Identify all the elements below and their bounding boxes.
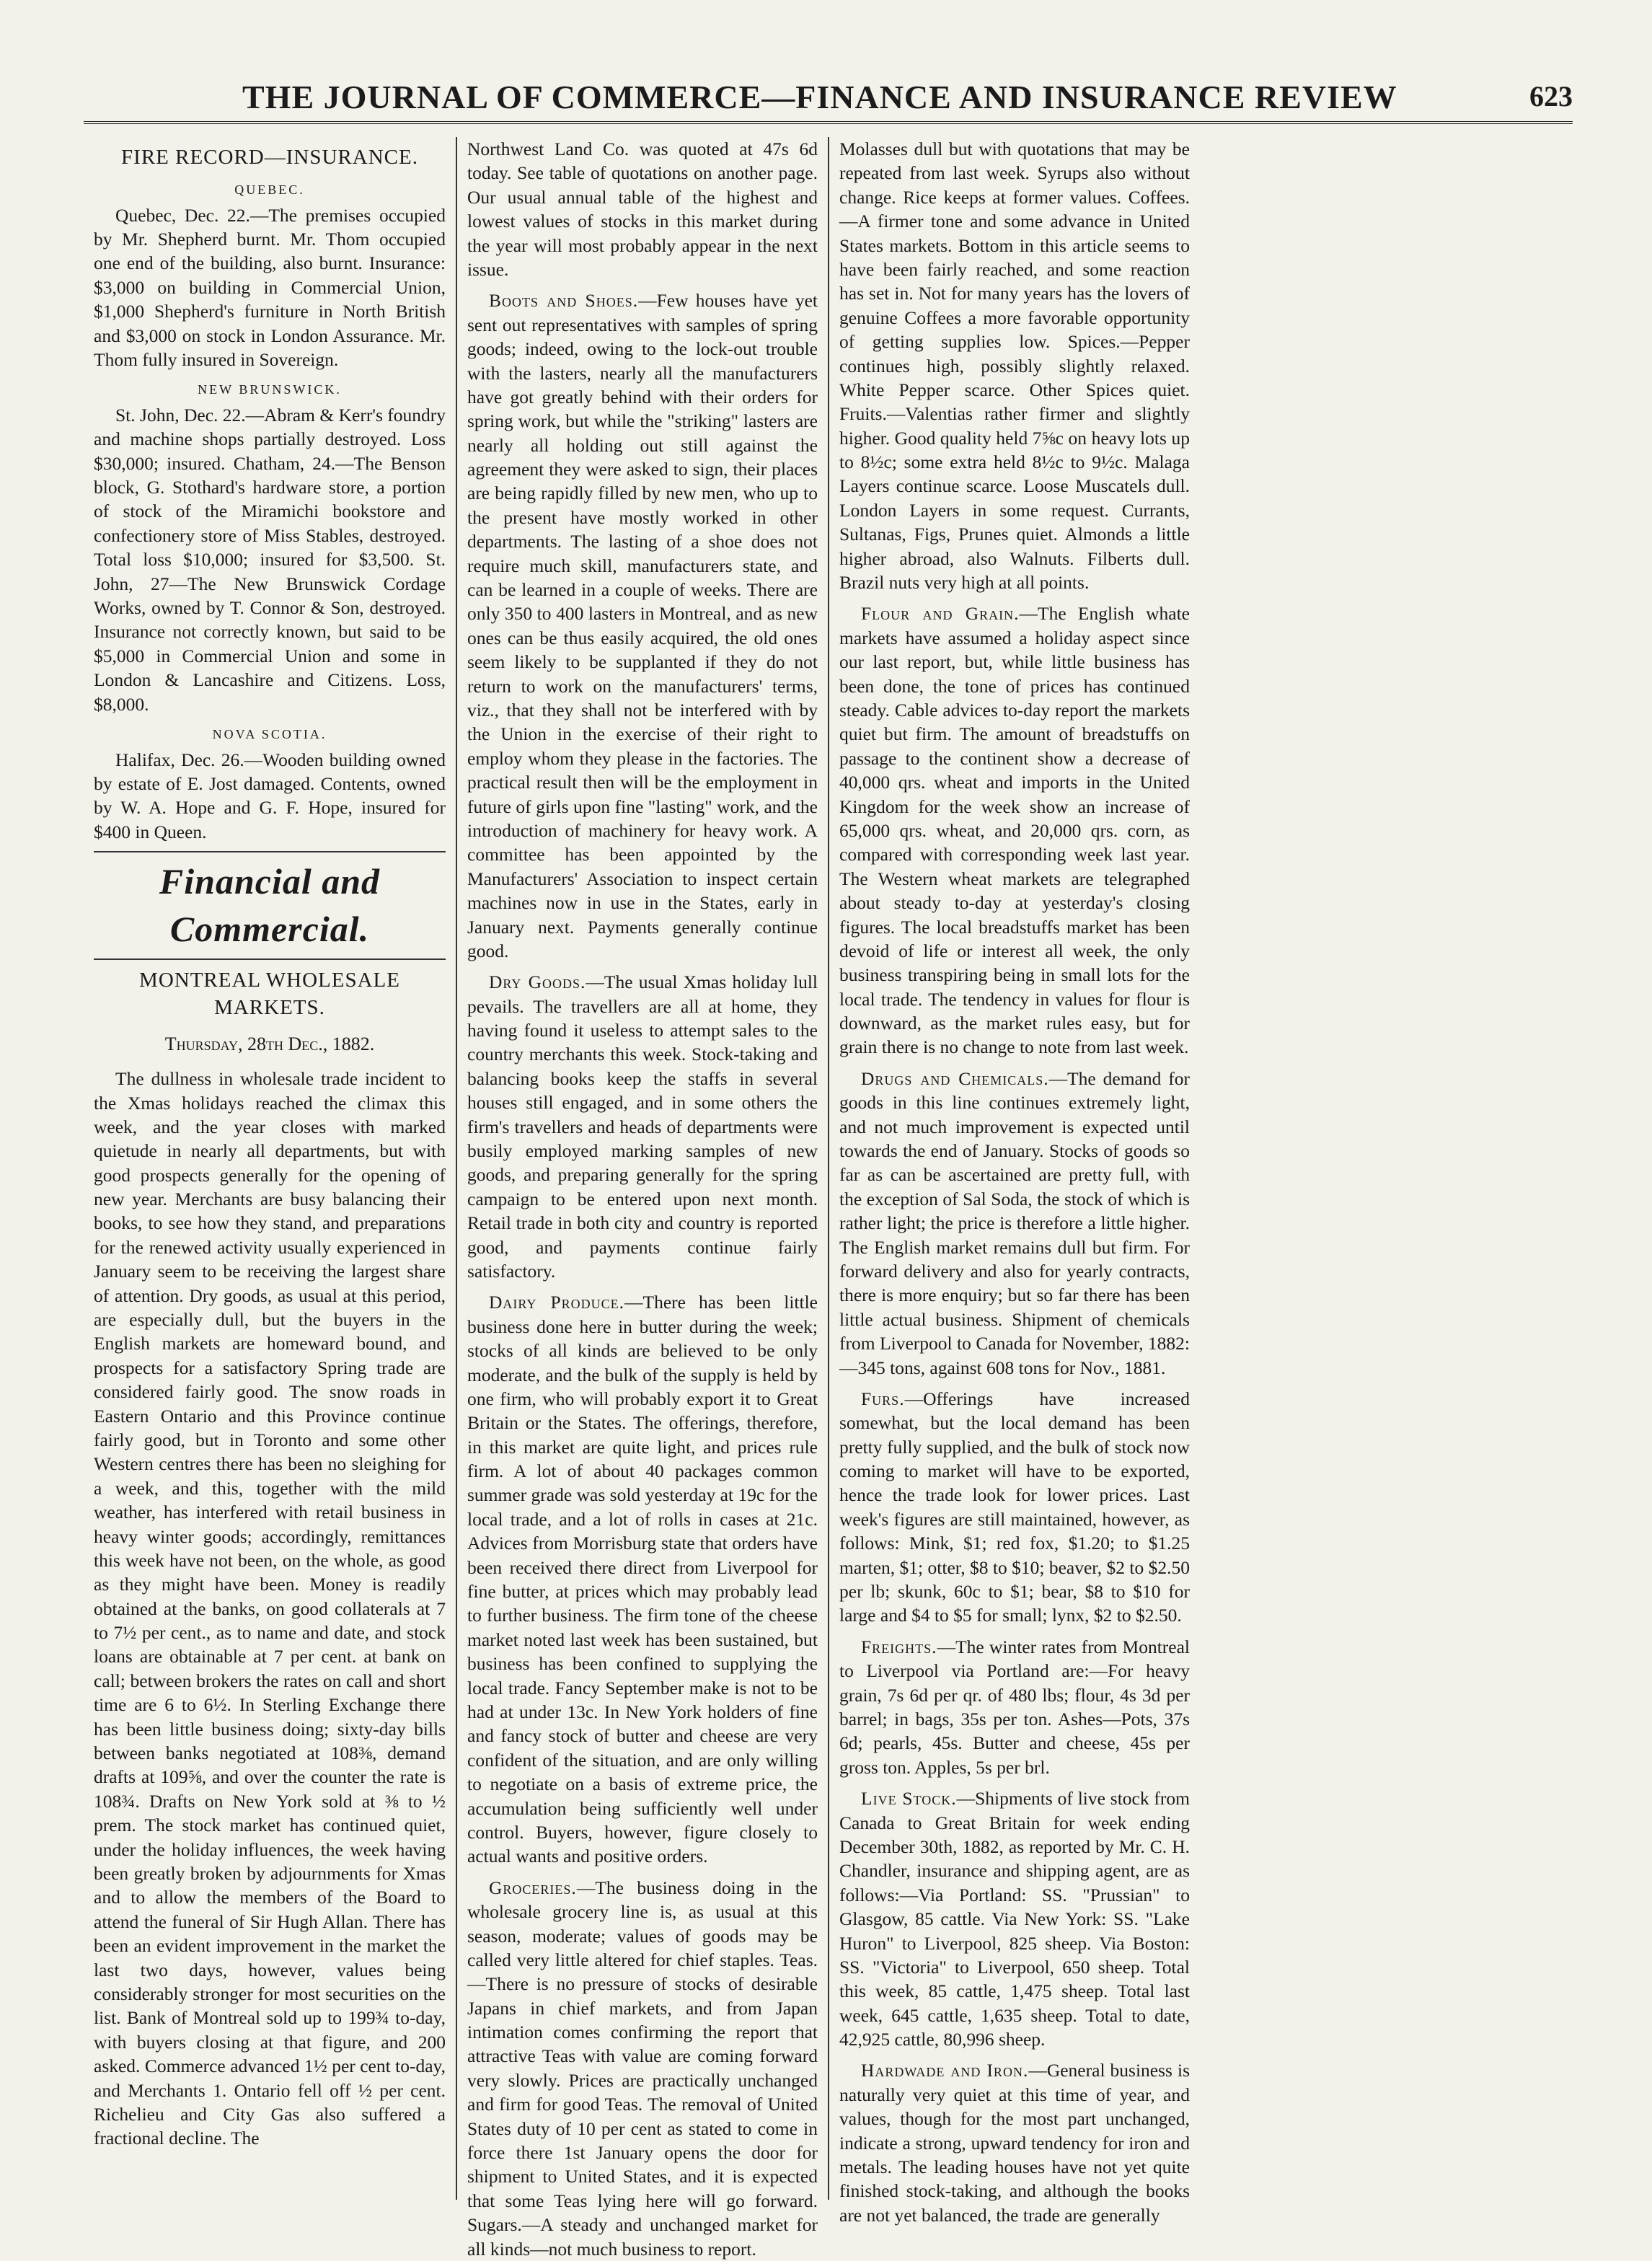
hardware-iron-heading: Hardwade and Iron. — [861, 2060, 1029, 2081]
column-1 — [84, 137, 456, 2200]
journal-title: THE JOURNAL OF COMMERCE—FINANCE AND INSURANCE REVIEW — [242, 79, 1397, 115]
furs-text: —Offerings have increased somewhat, but the local demand has been pretty fully supplied, and the bulk of stock now coming to market will have to be exported, hence the trade look for lower prices. Last week's figures are still maintained, however, as follows: Mink, $1; red fox, $1.20; to $1.25 marten, $1; otter, $8 to $10; beaver, $2 to $2.50 per lb; skunk, 60c to $1; bear, $8 to $10 for large and $4 to $5 for small; lynx, $2 to $2.50. — [839, 1388, 1190, 1626]
dry-goods-report — [467, 970, 818, 1283]
hardware-iron-text: —General business is naturally very quiet at this time of year, and values, though for the most part unchanged, indicate a strong, upward tendency for iron and metals. The leading houses have not yet quite finished stock-taking, and although the books are not yet balanced, the trade are generally — [839, 2060, 1190, 2226]
dairy-produce-report — [467, 1290, 818, 1868]
dateline: Thursday, 28th Dec., 1882. — [164, 1033, 375, 1055]
columns — [84, 137, 1573, 2260]
groceries-continued: Molasses dull but with quotations that may be repeated from last week. Syrups also without change. Rice keeps at former values. Coffees.—A firmer tone and some advance in United States markets. Bottom in this article seems to have been fairly reached, and some reaction has set in. Not for many years has the lovers of genuine Coffees a more favorable opportunity of getting supplies low. Spices.—Pepper continues high, possibly slightly relaxed. White Pepper scarce. Other Spices quiet. Fruits.—Valentias rather firmer and slightly higher. Good quality held 7⅝c on heavy lots up to 8½c; some extra held 8½c to 9½c. Malaga Layers continue scarce. Loose Muscatels dull. London Layers in some request. Currants, Sultanas, Figs, Prunes quiet. Almonds a little higher abroad, also Walnuts. Filberts dull. Brazil nuts very high at all points. — [839, 138, 1190, 594]
flour-grain-heading: Flour and Grain. — [861, 603, 1020, 625]
quebec-heading: QUEBEC. — [234, 182, 305, 197]
freights-text: —The winter rates from Montreal to Liverpool via Portland are:—For heavy grain, 7s 6d per qr. of 480 lbs; flour, 4s 3d per barrel; in bags, 35s per ton. Ashes—Pots, 37s 6d; pearls, 45s. Butter and cheese, 45s per gross ton. Apples, 5s per brl. — [839, 1636, 1190, 1778]
drugs-chemicals-heading: Drugs and Chemicals. — [861, 1067, 1049, 1089]
dairy-produce-text: —There has been little business done here in butter during the week; stocks of all kinds are believed to be only moderate, and the bulk of the supply is held by one firm, who will probably export it to Great Britain or the States. The offerings, therefore, in this market are quite light, and prices rule firm. A lot of about 40 packages common summer grade was sold yesterday at 19c for the local trade, and a lot of rolls in cases at 21c. Advices from Morrisburg state that orders have been received there direct from Liverpool for fine butter, at prices which may probably lead to further business. The firm tone of the cheese market noted last week has been sustained, but business has been confined to supplying the local trade. Fancy September make is not to be had at under 13c. In New York holders of fine and fancy stock of butter and cheese are very confident of the situation, and are only willing to negotiate on a basis of extreme price, the accumulation being sufficiently well under control. Buyers, however, figure closely to actual wants and positive orders. — [467, 1292, 818, 1867]
flour-grain-report — [839, 601, 1190, 1059]
running-head — [84, 78, 1573, 124]
financial-commercial-heading: Financial and Commercial. — [94, 851, 446, 960]
boots-shoes-text: —Few houses have yet sent out representatives with samples of spring goods; indeed, owing to the lock-out trouble with the lasters, nearly all the manufacturers have got greatly behind with their orders for spring work, but while the "striking" lasters are nearly all holding out still against the agreement they were asked to sign, their places are being rapidly filled by new men, who up to the present have mostly worked in other departments. The lasting of a shoe does not require much skill, manufacturers state, and can be learned in a couple of weeks. There are only 350 to 400 lasters in Montreal, and as new ones can be thus easily acquired, the old ones seem likely to be supplanted if they do not return to work on the manufacturers' terms, viz., that they shall not be interfered with by the Union in the exercise of their right to employ whom they please in the factories. The practical result then will be the employment in future of girls upon fine "lasting" work, and the introduction of machinery for heavy work. A committee has been appointed by the Manufacturers' Association to inspect certain machines now in use in the States, early in January next. Payments generally continue good. — [467, 290, 818, 961]
fire-record-heading: FIRE RECORD—INSURANCE. — [121, 146, 418, 169]
dry-goods-heading: Dry Goods. — [489, 971, 586, 993]
hardware-iron-report — [839, 2058, 1190, 2227]
drugs-chemicals-text: —The demand for goods in this line continues extremely light, and not much improvement is expected until towards the end of January. Stocks of goods so far as can be ascertained are pretty full, with the exception of Sal Soda, the stock of which is rather light; the price is therefore a little higher. The English market remains dull but firm. For forward delivery and also for yearly contracts, there is more enquiry; but so far there has been little actual business. Shipment of chemicals from Liverpool to Canada for November, 1882:—345 tons, against 608 tons for Nov., 1881. — [839, 1067, 1190, 1378]
nova-scotia-report: Halifax, Dec. 26.—Wooden building owned by estate of E. Jost damaged. Contents, owned by W. A. Hope and G. F. Hope, insured for $400 in Queen. — [94, 749, 446, 842]
live-stock-text: —Shipments of live stock from Canada to Great Britain for week ending December 30th, 1882, as reported by Mr. C. H. Chandler, insurance and shipping agent, are as follows:—Via Portland: SS. "Prussian" to Glasgow, 85 cattle. Via New York: SS. "Lake Huron" to Liverpool, 825 sheep. Via Boston: SS. "Victoria" to Liverpool, 650 sheep. Total this week, 85 cattle, 1,475 sheep. Total last week, 645 cattle, 1,635 sheep. Total to date, 42,925 cattle, 80,996 sheep. — [839, 1788, 1190, 2050]
montreal-markets-heading: MONTREAL WHOLESALE MARKETS. — [139, 969, 400, 1020]
flour-grain-text: —The English whate markets have assumed a holiday aspect since our last report, but, while little business has been done, the tone of prices has continued steady. Cable advices to-day report the markets quiet but firm. The amount of breadstuffs on passage to the continent show a decrease of 40,000 qrs. wheat and imports in the United Kingdom for the week show an increase of 65,000 qrs. wheat, and 20,000 qrs. corn, as compared with corresponding week last year. The Western wheat markets are telegraphed about steady to-day at yesterday's closing figures. The local breadstuffs market has been devoid of life or interest all week, the only business transpiring being in small lots for the local trade. The tendency in values for flour is downward, as the market rules easy, but for grain there is no change to note from last week. — [839, 603, 1191, 1058]
live-stock-report — [839, 1786, 1190, 2051]
dry-goods-text: —The usual Xmas holiday lull pevails. The travellers are all at home, they having found it useless to attempt sales to the country merchants this week. Stock-taking and balancing books keep the staffs in several houses still engaged, and in some others the firm's travellers and heads of departments were busily employed marking samples of new goods, and preparing generally for the spring campaign to be entered upon next month. Retail trade in both city and country is reported good, and payments continue fairly satisfactory. — [467, 971, 818, 1282]
nova-scotia-heading: NOVA SCOTIA. — [212, 726, 327, 741]
freights-heading: Freights. — [861, 1636, 937, 1657]
live-stock-heading: Live Stock. — [861, 1788, 957, 1810]
new-brunswick-heading: NEW BRUNSWICK. — [198, 382, 342, 397]
markets-overview-continued: Northwest Land Co. was quoted at 47s 6d today. See table of quotations on another page. Our usual annual table of the highest and lowest values of stocks in this market during the year will most probably appear in the next issue. — [467, 138, 818, 280]
furs-report — [839, 1387, 1190, 1628]
page-number: 623 — [1529, 80, 1573, 113]
column-2 — [456, 137, 828, 2260]
new-brunswick-report: St. John, Dec. 22.—Abram & Kerr's foundry and machine shops partially destroyed. Loss $30,000; insured. Chatham, 24.—The Benson block, G. Stothard's hardware store, a portion of stock of the Miramichi bookstore and confectionery store of Miss Stables, destroyed. Total loss $10,000; insured for $3,500. St. John, 27—The New Brunswick Cordage Works, owned by T. Connor & Son, destroyed. Insurance not correctly known, but said to be $5,000 in Commercial Union and some in London & Lancashire and Citizens. Loss, $8,000. — [94, 404, 446, 715]
groceries-heading: Groceries. — [489, 1877, 577, 1898]
quebec-report: Quebec, Dec. 22.—The premises occupied by Mr. Shepherd burnt. Mr. Thom occupied one end of the building, also burnt. Insurance: $3,000 on building in Commercial Union, $1,000 Shepherd's furniture in North British and $3,000 on stock in London Assurance. Mr. Thom fully insured in Sovereign. — [94, 204, 446, 370]
groceries-report — [467, 1876, 818, 2261]
markets-overview: The dullness in wholesale trade incident to the Xmas holidays reached the climax this week, and the year closes with marked quietude in nearly all departments, but with good prospects generally for the opening of new year. Merchants are busy balancing their books, to see how they stand, and preparations for the renewed activity usually experienced in January seem to be receiving the largest share of attention. Dry goods, as usual at this period, are especially dull, but the buyers in the English markets are homeward bound, and prospects for a satisfactory Spring trade are considered fairly good. The snow roads in Eastern Ontario and this Province continue fairly good, but in Toronto and some other Western centres there has been no sleighing for a week, and this, together with the mild weather, has interfered with retail business in heavy winter goods; accordingly, remittances this week have not been, on the whole, as good as they might have been. Money is readily obtained at the banks, on good collaterals at 7 to 7½ per cent., as to name and date, and stock loans are obtainable at 7 per cent. at bank on call; between brokers the rates on call and short time are 6 to 6½. In Sterling Exchange there has been little business doing; sixty-day bills between banks negotiated at 108⅜, demand drafts at 109⅝, and over the counter the rate is 108¾. Drafts on New York sold at ⅜ to ½ prem. The stock market has continued quiet, under the holiday influences, the week having been greatly broken by adjournments for Xmas and to allow the members of the Board to attend the funeral of Sir Hugh Allan. There has been an evident improvement in the market the last two days, however, values being considerably stronger for most securities on the list. Bank of Montreal sold up to 199¾ to-day, with buyers closing at that figure, and 200 asked. Commerce advanced 1½ per cent to-day, and Merchants 1. Ontario fell off ½ per cent. Richelieu and City Gas also suffered a fractional decline. The — [94, 1068, 446, 2149]
boots-shoes-report — [467, 288, 818, 963]
boots-shoes-heading: Boots and Shoes. — [489, 290, 639, 312]
dairy-produce-heading: Dairy Produce. — [489, 1292, 625, 1313]
column-3 — [828, 137, 1200, 2226]
furs-heading: Furs. — [861, 1388, 905, 1409]
groceries-text: —The business doing in the wholesale grocery line is, as usual at this season, moderate; values of goods may be called very little altered for chief staples. Teas.—There is no pressure of stocks of desirable Japans in chief markets, and from Japan intimation comes confirming the report that attractive Teas with value are coming forward very slowly. Prices are practically unchanged and firm for good Teas. The removal of United States duty of 10 per cent as stated to come in force there 1st January opens the door for shipment to United States, and it is expected that some Teas lying here will go forward. Sugars.—A steady and unchanged market for all kinds—not much business to report. — [467, 1877, 818, 2260]
drugs-chemicals-report — [839, 1067, 1190, 1380]
freights-report — [839, 1635, 1190, 1779]
